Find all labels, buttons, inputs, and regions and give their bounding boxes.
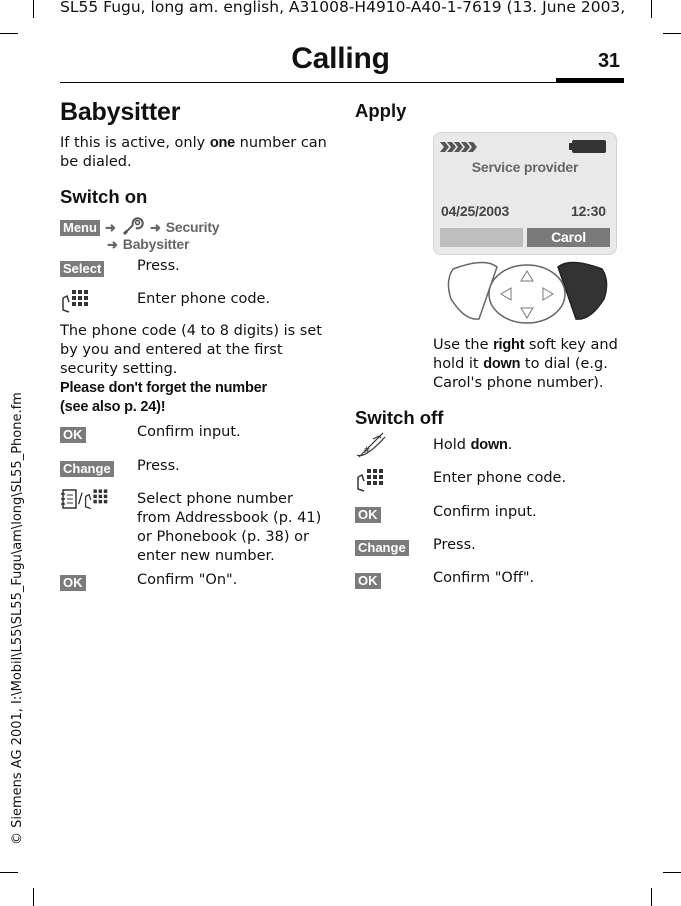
- menu-key[interactable]: Menu: [60, 220, 100, 236]
- intro-pre: If this is active, only: [60, 135, 210, 151]
- chapter-title: Calling: [291, 42, 390, 75]
- warning-line-2: (see also p. 24)!: [60, 399, 166, 415]
- crop-mark: [33, 888, 34, 906]
- step-text: Confirm "Off".: [433, 570, 535, 586]
- keypad-illustration: [445, 259, 610, 331]
- softkey-left[interactable]: [440, 228, 523, 247]
- header-rule: [60, 82, 624, 83]
- ok-key[interactable]: OK: [60, 575, 86, 591]
- header-rule-thick: [556, 78, 624, 82]
- arrow: ➜: [105, 220, 116, 235]
- addressbook-icon: [60, 488, 78, 510]
- ok-key[interactable]: OK: [355, 573, 381, 589]
- ok-key[interactable]: OK: [60, 427, 86, 443]
- intro-paragraph: [60, 134, 330, 172]
- hold-bold: down: [470, 437, 508, 453]
- signal-strength-icon: [440, 140, 480, 154]
- hold-pre: Hold: [433, 437, 471, 453]
- step-text: Press.: [137, 258, 180, 274]
- menu-path-line2: [107, 234, 189, 253]
- menu-path-babysitter: Babysitter: [122, 236, 190, 252]
- crop-mark: [0, 872, 18, 873]
- intro-post: number can be dialed.: [60, 135, 327, 170]
- apply-bold: right: [493, 337, 525, 353]
- phone-display: [433, 132, 617, 255]
- step-row: [60, 258, 104, 277]
- step-row: [60, 572, 86, 591]
- crop-mark: [663, 33, 681, 34]
- step-text: Press.: [137, 458, 180, 474]
- slash: /: [78, 491, 83, 507]
- select-key[interactable]: Select: [60, 261, 104, 277]
- crop-mark: [663, 872, 681, 873]
- step-row: [60, 424, 86, 443]
- intro-bold: one: [209, 135, 236, 151]
- keypad-icon: [60, 288, 90, 318]
- battery-icon: [569, 139, 607, 154]
- crop-mark: [33, 0, 34, 18]
- keypad-icon: [83, 487, 109, 511]
- page-number: 31: [598, 50, 620, 72]
- side-copyright: © Siemens AG 2001, I:\Mobil\L55\SL55_Fugu\am\long\SL55_Phone.fm: [10, 392, 25, 845]
- step-text: Enter phone code.: [137, 291, 271, 307]
- crop-mark: [0, 33, 18, 34]
- step-row: [60, 458, 114, 477]
- section-title: Babysitter: [60, 98, 181, 126]
- step-text: Press.: [433, 537, 476, 553]
- crop-mark: [651, 888, 652, 906]
- arrow: ➜: [149, 220, 161, 235]
- step-text: Confirm "On".: [137, 572, 238, 588]
- note-paragraph: The phone code (4 to 8 digits) is set by you and entered at the first security setting.: [60, 323, 322, 377]
- apply-paragraph: [433, 336, 623, 393]
- change-key[interactable]: Change: [355, 540, 409, 556]
- step-text: Select phone number from Addressbook (p. 41) or Phonebook (p. 38) or enter new number.: [137, 491, 322, 564]
- time: 12:30: [571, 203, 606, 219]
- keypad-icon: [355, 467, 385, 497]
- apply-heading: Apply: [355, 100, 407, 121]
- addressbook-keypad-icons: [60, 487, 109, 511]
- arrow: ➜: [107, 237, 118, 252]
- menu-path-security: Security: [165, 219, 220, 235]
- step-row: [355, 504, 381, 523]
- switch-off-heading: Switch off: [355, 407, 444, 428]
- step-text: Enter phone code.: [433, 470, 567, 486]
- hold-post: .: [507, 437, 513, 453]
- hold-text: [433, 436, 512, 455]
- step-text: Confirm input.: [433, 504, 537, 520]
- softkey-right[interactable]: Carol: [527, 228, 610, 247]
- apply-text: soft key and hold it: [433, 337, 618, 372]
- hash-key-icon: [355, 431, 391, 463]
- step-row: [355, 570, 381, 589]
- running-head: SL55 Fugu, long am. english, A31008-H4910-A40-1-7619 (13. June 2003,: [60, 0, 626, 16]
- change-key[interactable]: Change: [60, 461, 114, 477]
- step-row: [355, 537, 409, 556]
- apply-bold: down: [483, 356, 521, 372]
- service-provider: Service provider: [471, 159, 579, 175]
- svg-text:#: #: [363, 446, 371, 456]
- menu-path: [60, 217, 330, 241]
- ok-key[interactable]: OK: [355, 507, 381, 523]
- date: 04/25/2003: [441, 203, 510, 219]
- crop-mark: [651, 0, 652, 18]
- apply-text: to dial (e.g. Carol's phone number).: [433, 356, 608, 391]
- apply-text: Use the: [433, 337, 494, 353]
- step-text: Confirm input.: [137, 424, 241, 440]
- switch-on-heading: Switch on: [60, 186, 148, 207]
- warning-line-1: Please don't forget the number: [60, 380, 267, 396]
